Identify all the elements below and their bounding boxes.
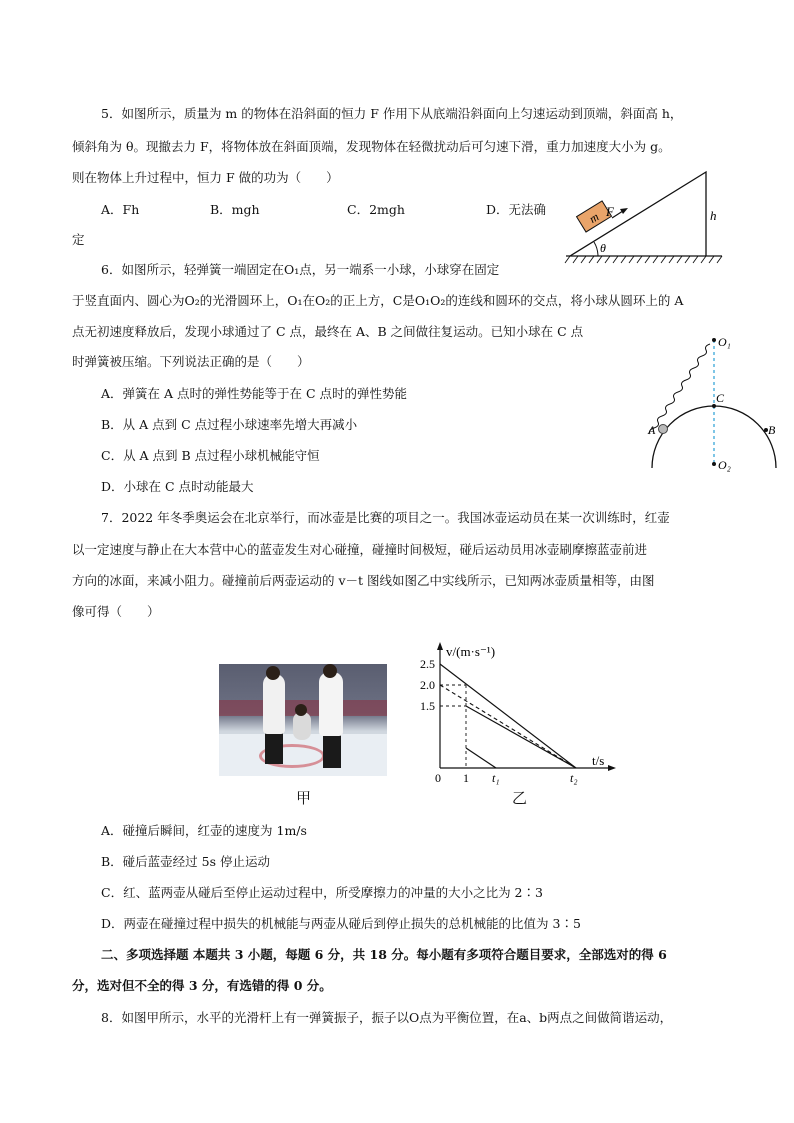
q7-line3: 方向的冰面，来减小阻力。碰撞前后两壶运动的 v－t 图线如图乙中实线所示，已知两冰壶质量相等，由图	[72, 573, 655, 588]
q6-option-b: B．从 A 点到 C 点过程小球速率先增大再减小	[101, 417, 358, 432]
caption-right: 乙	[512, 789, 528, 807]
c-label: C	[716, 391, 725, 405]
q5-option-c: C．2mgh	[347, 202, 405, 217]
section2-line1: 二、多项选择题 本题共 3 小题，每题 6 分，共 18 分。每小题有多项符合题目要求，全部选对的得 6	[101, 947, 667, 962]
b-label: B	[768, 423, 776, 437]
caption-left: 甲	[296, 789, 312, 807]
q7-option-c: C．红、蓝两壶从碰后至停止运动过程中，所受摩擦力的冲量的大小之比为 2∶3	[101, 885, 543, 900]
q7-line2: 以一定速度与静止在大本营中心的蓝壶发生对心碰撞，碰撞时间极短，碰后运动员用冰壶刷摩擦蓝壶前进	[72, 542, 648, 557]
o1-label: O₁	[718, 335, 731, 349]
curling-photo	[219, 664, 387, 776]
incline-figure	[560, 168, 730, 270]
section2-line2: 分，选对但不全的得 3 分，有选错的得 0 分。	[72, 978, 332, 993]
x-axis-label: t/s	[592, 753, 605, 768]
q6-line2: 于竖直面内、圆心为O₂的光滑圆环上，O₁在O₂的正上方，C是O₁O₂的连线和圆环的交点，将小球从圆环上的 A	[72, 293, 684, 308]
q6-option-d: D．小球在 C 点时动能最大	[101, 479, 254, 494]
q6-option-c: C．从 A 点到 B 点过程小球机械能守恒	[101, 448, 320, 463]
q8-line1: 8．如图甲所示，水平的光滑杆上有一弹簧振子，振子以O点为平衡位置，在a、b两点之间做简谐运动，	[101, 1010, 673, 1025]
a-label: A	[648, 423, 656, 437]
q5-line1: 5．如图所示，质量为 m 的物体在沿斜面的恒力 F 作用下从底端沿斜面向上匀速运动到顶端，斜面高 h，	[101, 106, 683, 121]
q6-line4: 时弹簧被压缩。下列说法正确的是（ ）	[72, 354, 310, 369]
o2-label: O₂	[718, 458, 731, 472]
q5-line2: 倾斜角为 θ。现撤去力 F，将物体放在斜面顶端，发现物体在轻微扰动后可匀速下滑，重力加速度大小为 g。	[72, 139, 671, 154]
q5-option-d-cont: 定	[72, 232, 85, 247]
ring-spring-figure	[640, 332, 788, 472]
y-axis-label: v/(m·s⁻¹)	[446, 644, 496, 659]
q7-line4: 像可得（ ）	[72, 604, 160, 619]
y-tick-2-0: 2.0	[420, 678, 435, 692]
q6-option-a: A．弹簧在 A 点时的弹性势能等于在 C 点时的弹性势能	[101, 386, 408, 401]
q5-option-b: B．mgh	[210, 202, 260, 217]
q5-line3: 则在物体上升过程中，恒力 F 做的功为（ ）	[72, 170, 339, 185]
mass-label: m	[586, 209, 602, 226]
vt-graph	[416, 640, 626, 788]
y-tick-1-5: 1.5	[420, 699, 435, 713]
height-label: h	[710, 208, 717, 223]
x-tick-t1: t₁	[492, 771, 500, 785]
y-tick-2-5: 2.5	[420, 657, 435, 671]
x-tick-1: 1	[463, 771, 469, 785]
q6-line1: 6．如图所示，轻弹簧一端固定在O₁点，另一端系一小球，小球穿在固定	[101, 262, 500, 277]
origin-label: 0	[435, 771, 441, 785]
q5-option-a: A．Fh	[101, 202, 140, 217]
angle-label: θ	[600, 241, 606, 255]
q7-option-b: B．碰后蓝壶经过 5s 停止运动	[101, 854, 271, 869]
x-tick-t2: t₂	[570, 771, 578, 785]
force-label: F	[606, 204, 614, 219]
q5-option-d: D．无法确	[486, 202, 547, 217]
q6-line3: 点无初速度释放后，发现小球通过了 C 点，最终在 A、B 之间做往复运动。已知小球在 C 点	[72, 324, 584, 339]
q7-option-a: A．碰撞后瞬间，红壶的速度为 1m/s	[101, 823, 307, 838]
q7-line1: 7．2022 年冬季奥运会在北京举行，而冰壶是比赛的项目之一。我国冰壶运动员在某一次训练时，红壶	[101, 510, 670, 525]
q7-option-d: D．两壶在碰撞过程中损失的机械能与两壶从碰后到停止损失的总机械能的比值为 3∶5	[101, 916, 581, 931]
